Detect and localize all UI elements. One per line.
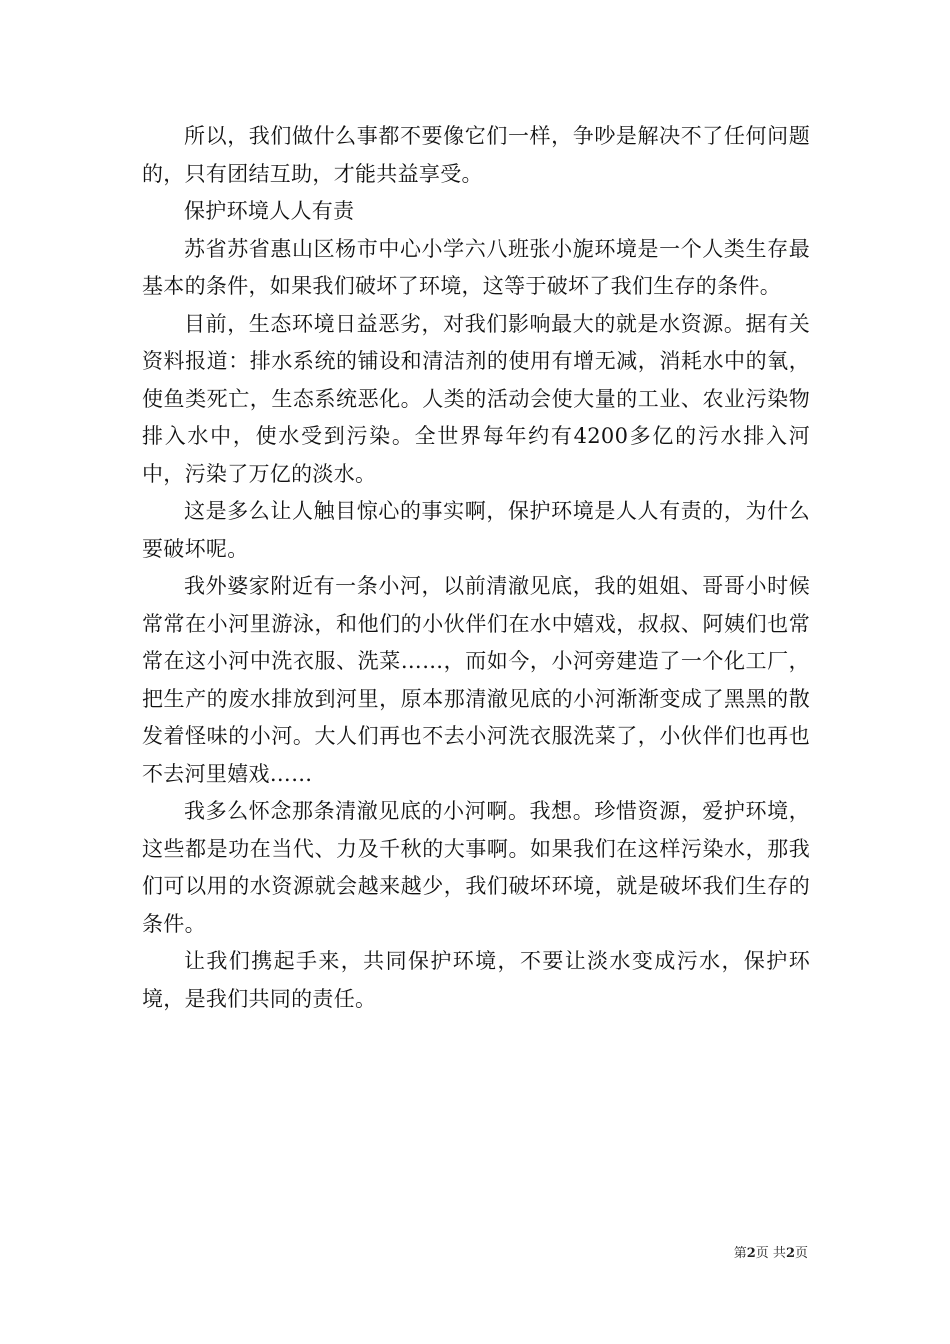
footer-prefix: 第 bbox=[733, 1246, 747, 1261]
paragraph: 这是多么让人触目惊心的事实啊，保护环境是人人有责的，为什么要破坏呢。 bbox=[142, 499, 810, 561]
paragraph: 让我们携起手来，共同保护环境，不要让淡水变成污水，保护环境，是我们共同的责任。 bbox=[142, 949, 810, 1011]
paragraph: 苏省苏省惠山区杨市中心小学六八班张小旎环境是一个人类生存最基本的条件，如果我们破坏了环境，这等于破坏了我们生存的条件。 bbox=[142, 236, 810, 298]
footer-middle: 页 共 bbox=[755, 1246, 786, 1261]
paragraph: 我外婆家附近有一条小河，以前清澈见底，我的姐姐、哥哥小时候常常在小河里游泳，和他们的小伙伴们在水中嬉戏，叔叔、阿姨们也常常在这小河中洗衣服、洗菜……，而如今，小河旁建造了一个化工厂，把生产的废水排放到河里，原本那清澈见底的小河渐渐变成了黑黑的散发着怪味的小河。大人们再也不去小河洗衣服洗菜了，小伙伴们也再也不去河里嬉戏…… bbox=[142, 574, 810, 786]
document-body bbox=[142, 118, 810, 1018]
paragraph: 所以，我们做什么事都不要像它们一样，争吵是解决不了任何问题的，只有团结互助，才能共益享受。 bbox=[142, 124, 810, 186]
section-title: 保护环境人人有责 bbox=[184, 199, 355, 223]
paragraph: 目前，生态环境日益恶劣，对我们影响最大的就是水资源。据有关资料报道：排水系统的铺设和清洁剂的使用有增无减，消耗水中的氧，使鱼类死亡，生态系统恶化。人类的活动会使大量的工业、农业污染物排入水中，使水受到污染。全世界每年约有4200多亿的污水排入河中，污染了万亿的淡水。 bbox=[142, 311, 810, 486]
paragraph: 我多么怀念那条清澈见底的小河啊。我想。珍惜资源，爱护环境，这些都是功在当代、力及千秋的大事啊。如果我们在这样污染水，那我们可以用的水资源就会越来越少，我们破坏环境，就是破坏我们生存的条件。 bbox=[142, 799, 810, 936]
footer-suffix: 页 bbox=[794, 1246, 808, 1261]
current-page-number: 2 bbox=[746, 1246, 756, 1261]
page-number-footer bbox=[734, 1246, 808, 1262]
total-pages-number: 2 bbox=[785, 1246, 795, 1261]
